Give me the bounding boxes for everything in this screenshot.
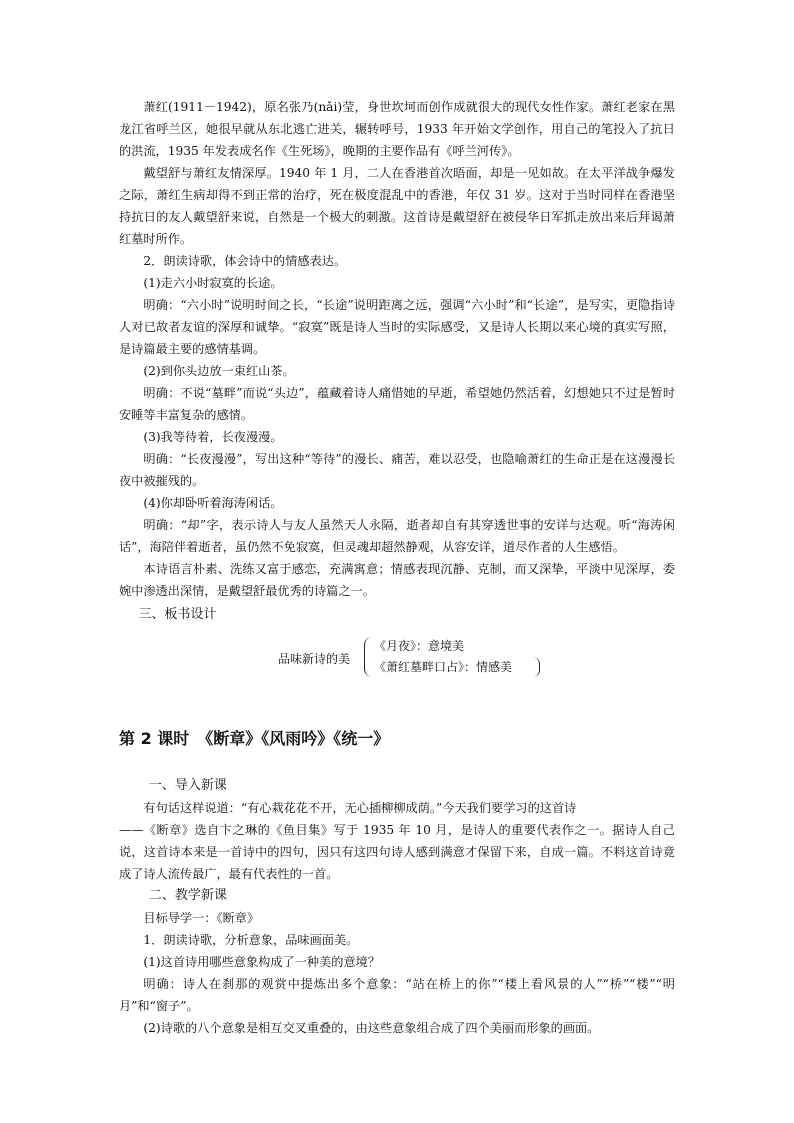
board-line-1: 《月夜》：意境美 [374, 639, 465, 653]
heading-teaching: 二、教学新课 [148, 888, 227, 903]
task-heading: 2．朗读诗歌，体会诗中的情感表达。 [143, 254, 347, 268]
question-3: (3)我等待着，长夜漫漫。 [143, 430, 283, 444]
answer-1: 明确：“六小时”说明时间之长，“长途”说明距离之远，强调“六小时”和“长途”，是写实，更隐指诗人对已故者友谊的深厚和诚挚。“寂寞”既是诗人当时的实际感受，又是诗人长期以来心境的真实写照，是诗篇最主要的感情基调。 [119, 298, 675, 356]
lesson-title: 第 2 课时 《断章》《风雨吟》《统一》 [119, 729, 390, 748]
intro-paragraph: 有句话这样说道：“有心栽花花不开，无心插柳柳成荫。”今天我们要学习的这首诗 [143, 801, 577, 815]
question-2: (2)到你头边放一束红山茶。 [143, 364, 295, 378]
answer-imagery: 明确：诗人在刹那的观赏中提炼出多个意象：“站在桥上的你”“楼上看风景的人”“桥”“楼”“明月”和“窗子”。 [119, 977, 675, 1013]
summary-paragraph: 本诗语言朴素、洗练又富于感恋，充满寓意；情感表现沉静、克制，而又深挚，平淡中见深厚，委婉中渗透出深情，是戴望舒最优秀的诗篇之一。 [119, 562, 675, 598]
paragraph-friendship: 戴望舒与萧红友情深厚。1940 年 1 月，二人在香港首次晤面，却是一见如故。在太平洋战争爆发之际，萧红生病却得不到正常的治疗，死在极度混乱中的香港，年仅 31 岁。这对于当时同样在香港坚持抗日的友人戴望舒来说，自然是一个极大的刺激。这首诗是戴望舒在被侵华日军抓走放出来后拜谒萧红墓时所作。 [119, 166, 675, 246]
question-images-overlap: (2)诗歌的八个意象是相互交叉重叠的，由这些意象组合成了四个美丽而形象的画面。 [143, 1021, 600, 1035]
answer-3: 明确：“长夜漫漫”，写出这种“等待”的漫长、痛苦，难以忍受，也隐喻萧红的生命正是在这漫漫长夜中被摧残的。 [119, 452, 675, 488]
question-4: (4)你却卧听着海涛闲话。 [143, 496, 283, 510]
board-design-diagram [278, 637, 598, 679]
board-root-label: 品味新诗的美 [278, 652, 351, 666]
question-1: (1)走六小时寂寞的长途。 [143, 276, 283, 290]
left-brace [364, 637, 373, 677]
section-lesson-2 [119, 775, 675, 1039]
intro-paragraph-cont: ——《断章》选自卞之琳的《鱼目集》写于 1935 年 10 月，是诗人的重要代表作之一。据诗人自己说，这首诗本来是一首诗中的四句，因只有这四句诗人感到满意才保留下来，自成一篇。不料这首诗竟成了诗人流传最广，最有代表性的一首。 [119, 823, 675, 881]
answer-2: 明确：不说“墓畔”而说“头边”，蕴藏着诗人痛惜她的早逝，希望她仍然活着，幻想她只不过是暂时安睡等丰富复杂的感情。 [119, 386, 675, 422]
goal-label: 目标导学一：《断章》 [143, 911, 260, 925]
paragraph-xiaohong-bio: 萧红(1911－1942)，原名张乃(nǎi)莹，身世坎坷而创作成就很大的现代女性作家。萧红老家在黑龙江省呼兰区，她很早就从东北逃亡进关，辗转呼号，1933 年开始文学创作，用自己的笔投入了抗日的洪流，1935 年发表成名作《生死场》，晚期的主要作品有《呼兰河传》。 [119, 100, 675, 158]
section-continuation [119, 96, 675, 626]
board-design-heading: 三、板书设计 [138, 607, 217, 622]
board-line-2: 《萧红墓畔口占》：情感美 [374, 660, 513, 674]
question-imagery: (1)这首诗用哪些意象构成了一种美的意境？ [143, 955, 381, 969]
right-brace [533, 657, 540, 677]
task-1: 1．朗读诗歌，分析意象，品味画面美。 [143, 933, 359, 947]
heading-intro: 一、导入新课 [148, 778, 227, 793]
answer-4: 明确：“却”字，表示诗人与友人虽然天人永隔，逝者却自有其穿透世事的安详与达观。听“海涛闲话”，海陪伴着逝者，虽仍然不免寂寞，但灵魂却超然静观，从容安详，道尽作者的人生感悟。 [119, 518, 675, 554]
